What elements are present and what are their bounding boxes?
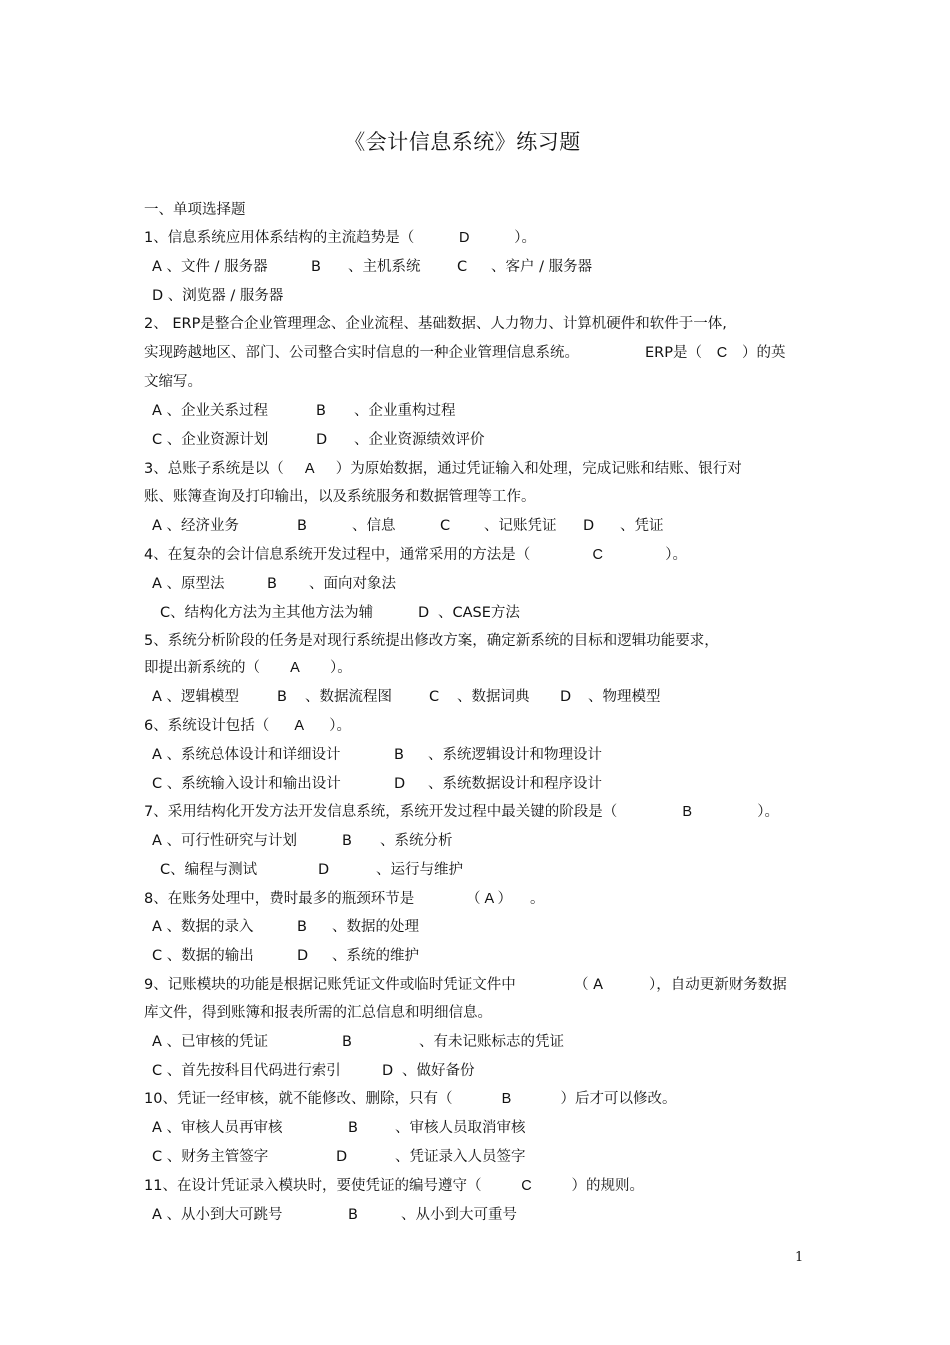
question-6 [144, 716, 351, 736]
option-b-letter: B [297, 518, 307, 534]
option-d-letter: D [336, 1149, 348, 1165]
question-9-stem-end: ），自动更新财务数据 [649, 977, 787, 993]
question-10-answer: B [501, 1091, 512, 1107]
question-10-stem-end: ）后才可以修改。 [560, 1091, 677, 1107]
option-c: C、编程与测试 [160, 862, 258, 878]
question-2-stem-end: ）的英 [741, 345, 786, 361]
option-c: C 、首先按科目代码进行索引 [152, 1063, 341, 1079]
question-11-answer: C [521, 1178, 532, 1194]
option-b-text: 、信息 [352, 518, 396, 534]
option-d-letter: D [316, 432, 328, 448]
option-d-letter: D [297, 948, 309, 964]
option-d-text: 、做好备份 [402, 1063, 475, 1079]
question-4-answer: C [592, 547, 603, 563]
option-d-text: 、运行与维护 [376, 862, 463, 878]
page-number: 1 [795, 1250, 804, 1265]
question-11-stem: 11、在设计凭证录入模块时，要使凭证的编号遵守（ [144, 1178, 482, 1194]
question-2-options-row-2 [152, 430, 485, 450]
option-d-letter: D [318, 862, 330, 878]
question-11-stem-end: ）的规则。 [571, 1178, 644, 1194]
question-1-options-row-1 [152, 257, 592, 277]
option-b-letter: B [277, 689, 287, 705]
question-1-answer: D [458, 230, 470, 246]
option-b-text: 、从小到大可重号 [401, 1207, 517, 1223]
question-5-options [152, 687, 661, 707]
question-2-line-2 [144, 343, 785, 363]
option-b-letter: B [394, 747, 404, 763]
question-2-answer: C [716, 345, 728, 361]
option-d-letter: D [382, 1063, 394, 1079]
option-d-text: 、物理模型 [588, 689, 661, 705]
question-10-options-row-2 [152, 1147, 526, 1167]
question-6-options-row-2 [152, 774, 602, 794]
option-c: C 、系统输入设计和输出设计 [152, 776, 341, 792]
option-b-text: 、系统分析 [380, 833, 453, 849]
option-b-letter: B [342, 833, 352, 849]
option-d-text: 、凭证录入人员签字 [395, 1149, 526, 1165]
question-7-options-row-2 [160, 860, 463, 880]
question-9-line-1 [144, 975, 787, 995]
option-d-text: 、系统的维护 [332, 948, 419, 964]
question-2-line-3: 文缩写。 [144, 374, 202, 390]
question-1 [144, 228, 536, 248]
option-d-letter: D [560, 689, 572, 705]
option-c-letter: C [440, 518, 451, 534]
question-5-answer: A [290, 660, 300, 676]
question-11 [144, 1176, 644, 1196]
option-c-text: 、数据词典 [457, 689, 530, 705]
question-8-stem-end: 。 [530, 891, 545, 907]
question-10-stem: 10、凭证一经审核，就不能修改、删除，只有（ [144, 1091, 453, 1107]
option-c: C 、数据的输出 [152, 948, 254, 964]
question-9-answer: （ A [574, 977, 604, 993]
question-10-options-row-1 [152, 1118, 526, 1138]
question-4-options-row-2 [160, 603, 520, 623]
option-c: C 、企业资源计划 [152, 432, 269, 448]
option-c-letter: C [457, 259, 468, 275]
question-2-stem: 实现跨越地区、部门、公司整合实时信息的一种企业管理信息系统。 [144, 345, 579, 361]
question-8 [144, 889, 545, 909]
question-4-stem: 4、在复杂的会计信息系统开发过程中，通常采用的方法是（ [144, 547, 531, 563]
option-b-text: 、数据的处理 [332, 919, 419, 935]
option-a: A 、文件 / 服务器 [152, 259, 268, 275]
option-b-text: 、系统逻辑设计和物理设计 [428, 747, 602, 763]
question-2-options-row-1 [152, 401, 456, 421]
option-b-letter: B [311, 259, 321, 275]
option-a: A 、系统总体设计和详细设计 [152, 747, 341, 763]
option-a: A 、可行性研究与计划 [152, 833, 298, 849]
option-a: A 、数据的录入 [152, 919, 254, 935]
option-c-text: 、记账凭证 [484, 518, 557, 534]
question-4-options-row-1 [152, 574, 396, 594]
question-4 [144, 545, 687, 565]
option-b-letter: B [297, 919, 307, 935]
option-c: C 、财务主管签字 [152, 1149, 269, 1165]
question-5-stem-end: ）。 [330, 660, 352, 676]
option-c-text: 、客户 / 服务器 [491, 259, 593, 275]
question-3-stem: 3、总账子系统是以（ [144, 461, 284, 477]
option-a: A 、企业关系过程 [152, 403, 269, 419]
option-d-letter: D [418, 605, 430, 621]
question-1-stem: 1、信息系统应用体系结构的主流趋势是（ [144, 230, 415, 246]
option-a: A 、逻辑模型 [152, 689, 240, 705]
question-7 [144, 802, 779, 822]
option-b-letter: B [267, 576, 277, 592]
option-a: A 、原型法 [152, 576, 225, 592]
question-6-stem-end: ）。 [329, 718, 351, 734]
question-8-options-row-2 [152, 946, 419, 966]
question-4-stem-end: ）。 [665, 547, 687, 563]
question-9-line-2: 库文件，得到账簿和报表所需的汇总信息和明细信息。 [144, 1005, 492, 1021]
option-a: A 、审核人员再审核 [152, 1120, 283, 1136]
option-b-letter: B [316, 403, 326, 419]
question-9-stem: 9、记账模块的功能是根据记账凭证文件或临时凭证文件中 [144, 977, 516, 993]
question-3-answer: A [304, 461, 315, 477]
option-d-text: 、系统数据设计和程序设计 [428, 776, 602, 792]
question-2-line-1: 2、 ERP是整合企业管理理念、企业流程、基础数据、人力物力、计算机硬件和软件于一体, [144, 316, 727, 332]
question-10 [144, 1089, 676, 1109]
option-b-text: 、有未记账标志的凭证 [419, 1034, 564, 1050]
option-b-text: 、数据流程图 [305, 689, 392, 705]
question-7-options-row-1 [152, 831, 453, 851]
question-3-line-1 [144, 459, 742, 479]
option-b-text: 、面向对象法 [309, 576, 396, 592]
question-11-options-row-1 [152, 1205, 517, 1225]
section-heading: 一、单项选择题 [144, 202, 246, 218]
question-7-stem: 7、采用结构化开发方法开发信息系统，系统开发过程中最关键的阶段是（ [144, 804, 618, 820]
option-c: C、结构化方法为主其他方法为辅 [160, 605, 374, 621]
question-2-stem-mid: ERP是（ [645, 345, 702, 361]
option-d-text: 、企业资源绩效评价 [354, 432, 485, 448]
option-a: A 、从小到大可跳号 [152, 1207, 283, 1223]
option-b-letter: B [348, 1120, 358, 1136]
question-6-stem: 6、系统设计包括（ [144, 718, 270, 734]
option-b-letter: B [342, 1034, 352, 1050]
option-a: A 、经济业务 [152, 518, 240, 534]
option-d-letter: D [583, 518, 595, 534]
question-8-stem: 8、在账务处理中，费时最多的瓶颈环节是 [144, 891, 415, 907]
question-3-stem-end: ）为原始数据，通过凭证输入和处理，完成记账和结账、银行对 [335, 461, 742, 477]
question-6-answer: A [294, 718, 305, 734]
question-5-line-2 [144, 658, 352, 678]
option-d-letter: D [394, 776, 406, 792]
question-7-stem-end: ）。 [757, 804, 779, 820]
question-5-line-1: 5、系统分析阶段的任务是对现行系统提出修改方案，确定新系统的目标和逻辑功能要求， [144, 633, 719, 649]
option-d-text: 、CASE方法 [438, 605, 520, 621]
question-9-options-row-2 [152, 1061, 475, 1081]
question-7-answer: B [682, 804, 693, 820]
question-1-stem-end: ）。 [514, 230, 536, 246]
option-b-text: 、审核人员取消审核 [395, 1120, 526, 1136]
option-a: A 、已审核的凭证 [152, 1034, 269, 1050]
option-b-text: 、企业重构过程 [354, 403, 456, 419]
question-3-options [152, 516, 664, 536]
question-5-stem: 即提出新系统的（ [144, 660, 260, 676]
option-c-letter: C [429, 689, 440, 705]
question-6-options-row-1 [152, 745, 602, 765]
document-title: 《会计信息系统》练习题 [344, 130, 581, 154]
question-8-options-row-1 [152, 917, 419, 937]
question-9-options-row-1 [152, 1032, 564, 1052]
question-3-line-2: 账、账簿查询及打印输出，以及系统服务和数据管理等工作。 [144, 489, 536, 505]
option-b-letter: B [348, 1207, 358, 1223]
option-d-text: 、凭证 [620, 518, 664, 534]
question-8-answer: （ A ） [466, 891, 512, 907]
option-d: D 、浏览器 / 服务器 [152, 288, 284, 304]
option-b-text: 、主机系统 [348, 259, 421, 275]
